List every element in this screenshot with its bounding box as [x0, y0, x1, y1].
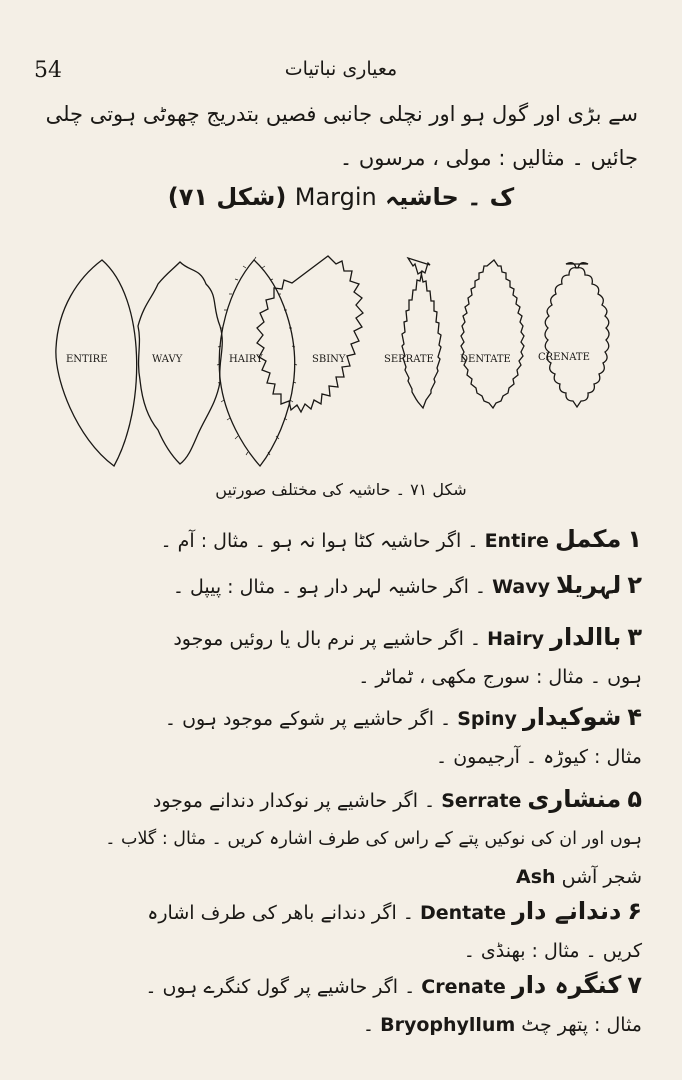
item-title: لہریلا [556, 571, 622, 599]
intro-line-1: سے بڑی اور گول ہو اور نچلی جانبی فصیں بتدریج چھوٹی ہوتی چلی [45, 102, 638, 126]
leaf-label-entire: ENTIRE [66, 354, 108, 365]
item-text: ۔ اگر حاشیے پر نرم بال یا روئیں موجود [173, 628, 482, 650]
item-number: ۱ [627, 525, 642, 553]
item-number: ۶ [627, 897, 642, 925]
margin-item-crenate [22, 966, 642, 1044]
leaf-margin-figure [48, 248, 624, 476]
item-title: منشاری [527, 785, 622, 813]
item-english: Crenate [421, 976, 506, 998]
leaf-label-hairy: HAIRY [229, 354, 263, 365]
margin-item-serrate [22, 780, 642, 896]
margin-item-hairy [22, 618, 642, 696]
leaf-label-serrate: SERRATE [384, 354, 434, 365]
item-text: ۔ اگر حاشیہ کٹا ہوا نہ ہو ۔ مثال : آم ۔ [160, 530, 479, 552]
margin-item-dentate [22, 892, 642, 970]
item-number: ۵ [627, 785, 642, 813]
item-english: Hairy [487, 628, 545, 650]
item-text: ۔ اگر حاشیے پر نوکدار دندانے موجود [152, 790, 436, 812]
item-english: Wavy [492, 576, 550, 598]
item-title: شوکیدار [522, 703, 622, 731]
item-number: ۴ [627, 703, 642, 731]
item-text-continued: مثال : کیوڑہ ۔ آرجیمون ۔ [436, 746, 642, 768]
page-number: 54 [34, 58, 62, 83]
leaf-label-dentate: DENTATE [460, 354, 511, 365]
item-text-continued: ہوں اور ان کی نوکیں پتے کے راس کی طرف اشارہ کریں ۔ مثال : گلاب ۔ [105, 829, 642, 849]
running-title: معیاری نباتیات [284, 58, 398, 80]
item-text-continued: ہوں ۔ مثال : سورج مکھی ، ٹماٹر ۔ [358, 666, 642, 688]
intro-line-2: جائیں ۔ مثالیں : مولی ، مرسوں ۔ [339, 146, 638, 170]
figure-caption: شکل ۷۱ ۔ حاشیہ کی مختلف صورتیں [215, 480, 467, 499]
leaf-label-crenate: CRENATE [538, 352, 590, 363]
item-example-english: Ash [516, 866, 556, 888]
item-english: Spiny [457, 708, 517, 730]
item-english: Entire [484, 530, 549, 552]
item-text: ۔ اگر حاشیے پر گول کنگرے ہوں ۔ [145, 976, 416, 998]
item-title: کنگرہ دار [511, 971, 622, 999]
item-text-continued: مثال : پتھر چٹ [521, 1014, 642, 1036]
leaf-label-spiny: SBINY [312, 354, 346, 365]
leaf-serrate [402, 258, 441, 408]
margin-item-wavy [22, 566, 642, 606]
item-number: ۷ [627, 971, 642, 999]
item-english: Dentate [419, 902, 507, 924]
section-prefix: ک ۔ حاشیہ [385, 183, 515, 211]
leaf-label-wavy: WAVY [152, 354, 183, 365]
section-fig-ref: (شکل ۷۱) [167, 183, 287, 211]
leaf-dentate [461, 260, 524, 408]
section-english: Margin [294, 183, 377, 211]
intro-paragraph [28, 92, 638, 180]
margin-item-spiny [22, 698, 642, 776]
item-title: دندانے دار [512, 897, 622, 925]
item-number: ۲ [627, 571, 642, 599]
item-english: Serrate [441, 790, 522, 812]
item-text: ۔ اگر حاشیے پر شوکے موجود ہوں ۔ [164, 708, 452, 730]
item-text: ۔ اگر حاشیہ لہر دار ہو ۔ مثال : پیپل ۔ [172, 576, 487, 598]
item-text-continued: کریں ۔ مثال : بھنڈی ۔ [463, 940, 642, 962]
item-text-example: شجر آشں [561, 866, 642, 888]
item-example-english: Bryophyllum [380, 1014, 516, 1036]
item-text: ۔ اگر دندانے باھر کی طرف اشارہ [147, 902, 414, 924]
section-heading [0, 183, 682, 211]
item-title: مکمل [554, 525, 622, 553]
leaf-crenate [545, 263, 609, 407]
item-title: باالدار [550, 623, 622, 651]
item-text-end: ۔ [362, 1014, 375, 1036]
margin-item-entire [22, 520, 642, 560]
item-number: ۳ [627, 623, 642, 651]
